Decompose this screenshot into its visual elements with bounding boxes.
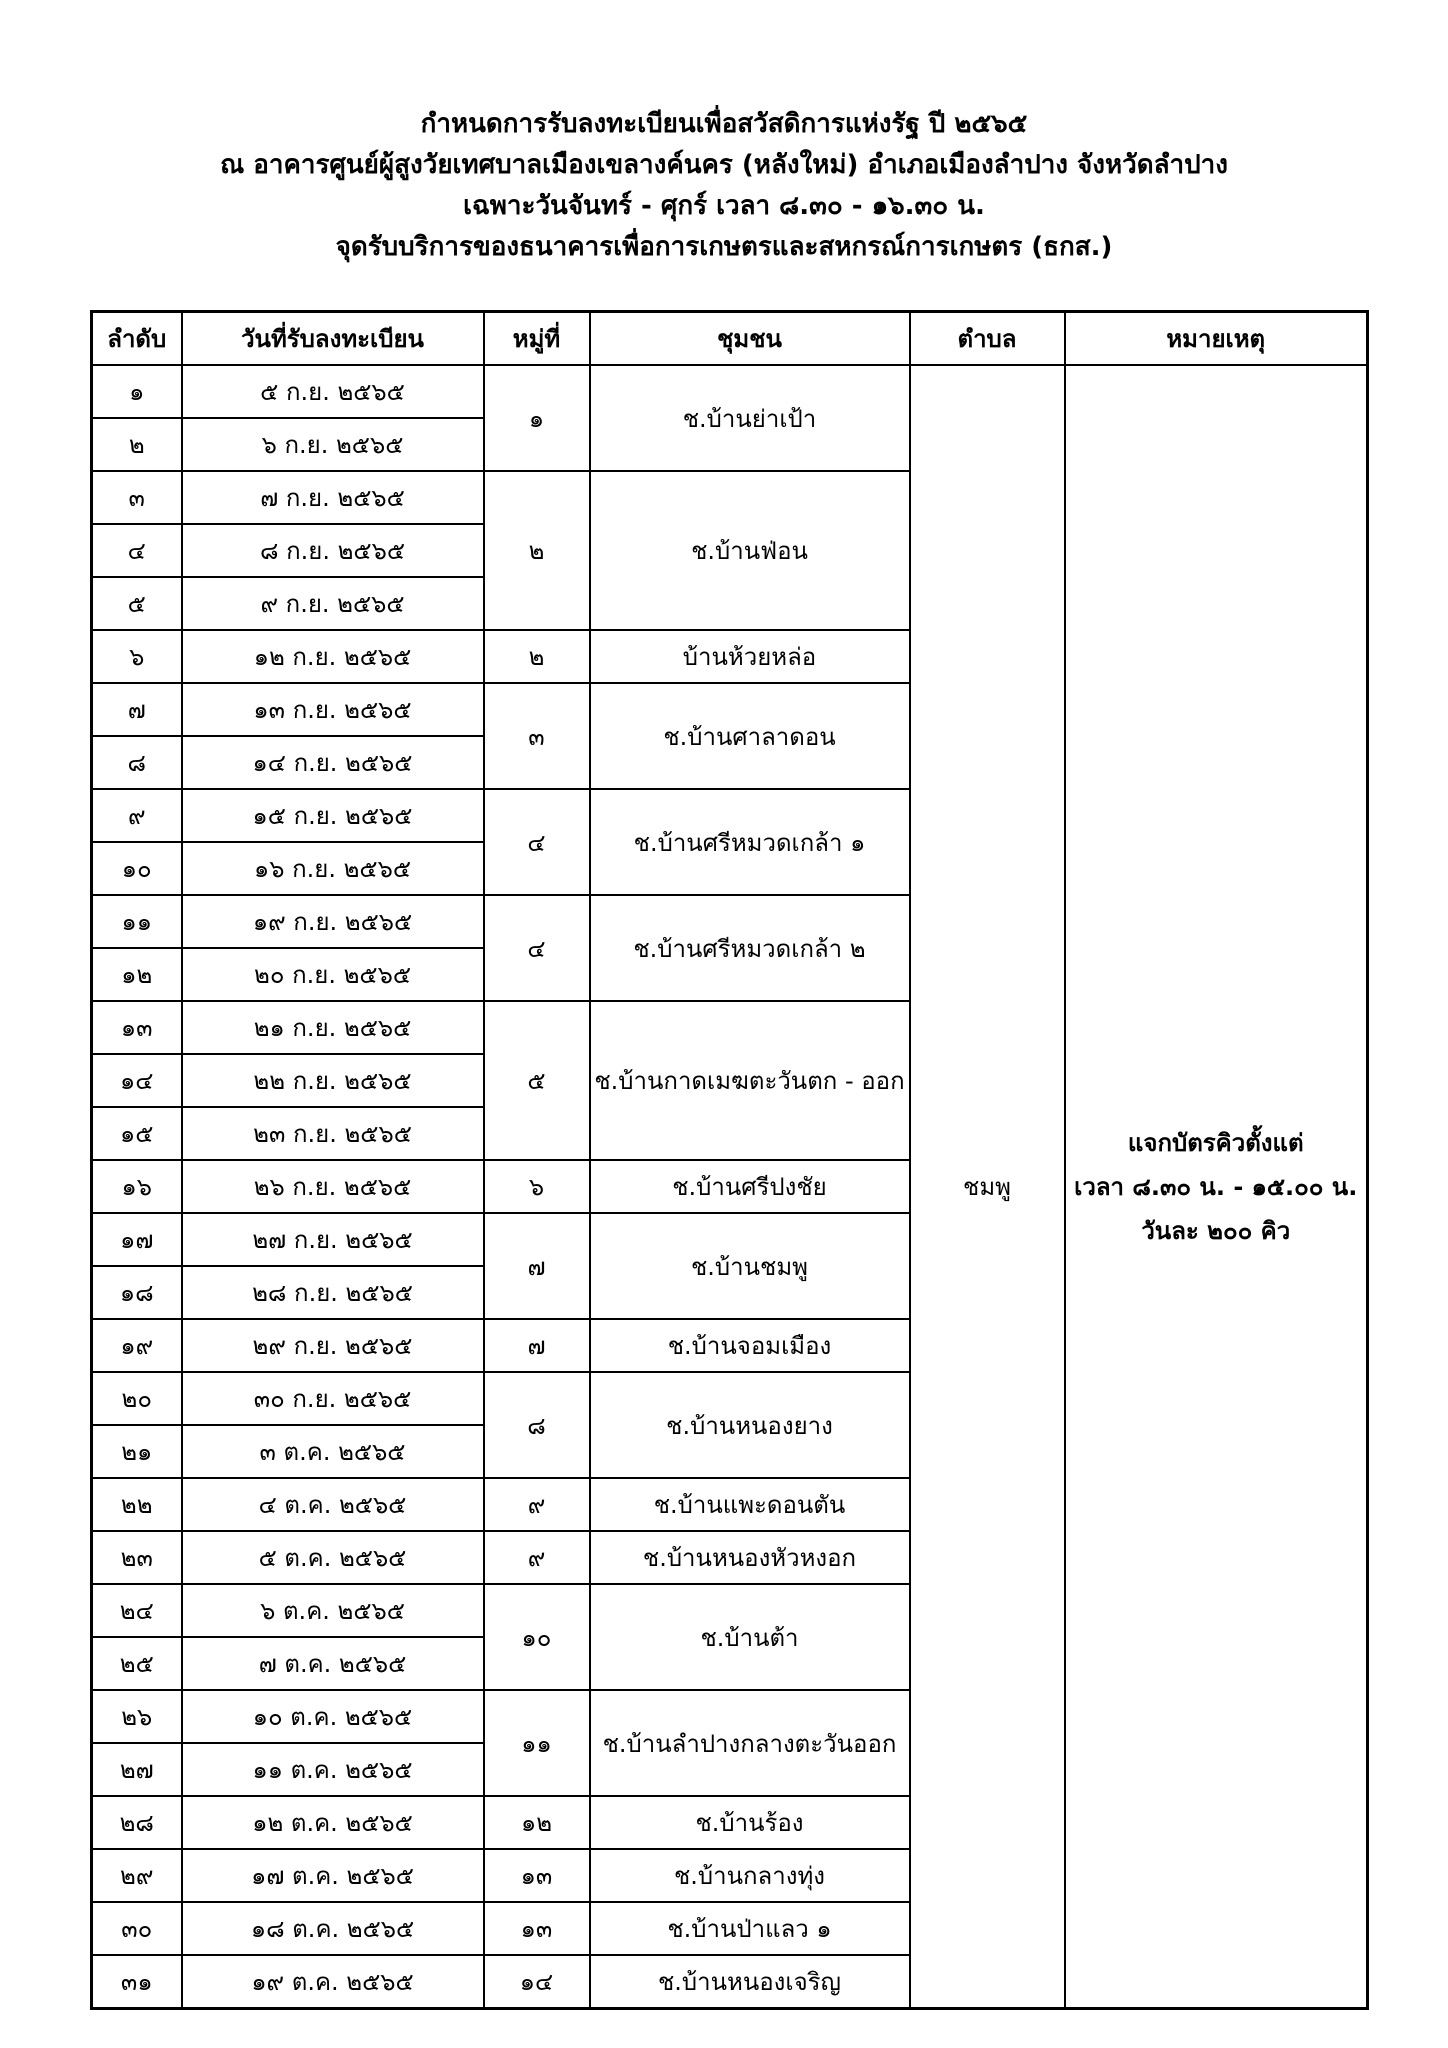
cell-date: ๖ ก.ย. ๒๕๖๕ — [182, 418, 484, 471]
cell-date: ๓๐ ก.ย. ๒๕๖๕ — [182, 1372, 484, 1425]
cell-moo: ๙ — [484, 1531, 590, 1584]
cell-moo: ๑๐ — [484, 1584, 590, 1690]
cell-no: ๑๘ — [92, 1266, 182, 1319]
table-row — [92, 365, 1368, 418]
cell-community: ช.บ้านย่าเป้า — [590, 365, 910, 471]
cell-community: ช.บ้านศรีหมวดเกล้า ๒ — [590, 895, 910, 1001]
cell-community: ช.บ้านต้า — [590, 1584, 910, 1690]
cell-no: ๑๔ — [92, 1054, 182, 1107]
title-line-4: จุดรับบริการของธนาคารเพื่อการเกษตรและสหกรณ์การเกษตร (ธกส.) — [335, 232, 1113, 262]
cell-no: ๓๐ — [92, 1902, 182, 1955]
cell-no: ๓ — [92, 471, 182, 524]
cell-moo: ๖ — [484, 1160, 590, 1213]
cell-no: ๒๒ — [92, 1478, 182, 1531]
cell-no: ๒๘ — [92, 1796, 182, 1849]
cell-date: ๑๑ ต.ค. ๒๕๖๕ — [182, 1743, 484, 1796]
cell-moo: ๑๔ — [484, 1955, 590, 2009]
title-line-2: ณ อาคารศูนย์ผู้สูงวัยเทศบาลเมืองเขลางค์นคร (หลังใหม่) อำเภอเมืองลำปาง จังหวัดลำปาง — [220, 150, 1228, 180]
cell-date: ๒๑ ก.ย. ๒๕๖๕ — [182, 1001, 484, 1054]
cell-community: ช.บ้านร้อง — [590, 1796, 910, 1849]
cell-date: ๕ ก.ย. ๒๕๖๕ — [182, 365, 484, 418]
title-line-1: กำหนดการรับลงทะเบียนเพื่อสวัสดิการแห่งรัฐ ปี ๒๕๖๕ — [420, 109, 1028, 139]
cell-date: ๑๓ ก.ย. ๒๕๖๕ — [182, 683, 484, 736]
cell-date: ๑๖ ก.ย. ๒๕๖๕ — [182, 842, 484, 895]
cell-date: ๒๙ ก.ย. ๒๕๖๕ — [182, 1319, 484, 1372]
cell-moo: ๑ — [484, 365, 590, 471]
column-header-no: ลำดับ — [92, 312, 182, 366]
cell-community: ช.บ้านกาดเมฆตะวันตก - ออก — [590, 1001, 910, 1160]
cell-no: ๒๑ — [92, 1425, 182, 1478]
cell-no: ๒๖ — [92, 1690, 182, 1743]
cell-no: ๑๒ — [92, 948, 182, 1001]
cell-community: ช.บ้านแพะดอนตัน — [590, 1478, 910, 1531]
column-header-moo: หมู่ที่ — [484, 312, 590, 366]
cell-date: ๘ ก.ย. ๒๕๖๕ — [182, 524, 484, 577]
cell-community: ช.บ้านฟ่อน — [590, 471, 910, 630]
cell-moo: ๑๑ — [484, 1690, 590, 1796]
cell-no: ๗ — [92, 683, 182, 736]
cell-no: ๓๑ — [92, 1955, 182, 2009]
cell-no: ๑๙ — [92, 1319, 182, 1372]
cell-date: ๑๒ ก.ย. ๒๕๖๕ — [182, 630, 484, 683]
cell-date: ๑๐ ต.ค. ๒๕๖๕ — [182, 1690, 484, 1743]
cell-moo: ๓ — [484, 683, 590, 789]
cell-no: ๒๗ — [92, 1743, 182, 1796]
cell-date: ๕ ต.ค. ๒๕๖๕ — [182, 1531, 484, 1584]
column-header-community: ชุมชน — [590, 312, 910, 366]
cell-no: ๔ — [92, 524, 182, 577]
cell-community: ช.บ้านหนองยาง — [590, 1372, 910, 1478]
cell-date: ๗ ต.ค. ๒๕๖๕ — [182, 1637, 484, 1690]
cell-no: ๒ — [92, 418, 182, 471]
cell-date: ๒๓ ก.ย. ๒๕๖๕ — [182, 1107, 484, 1160]
table-body — [92, 365, 1368, 2009]
cell-moo: ๑๒ — [484, 1796, 590, 1849]
cell-community: ช.บ้านชมพู — [590, 1213, 910, 1319]
cell-date: ๑๙ ก.ย. ๒๕๖๕ — [182, 895, 484, 948]
cell-date: ๒๘ ก.ย. ๒๕๖๕ — [182, 1266, 484, 1319]
cell-moo: ๗ — [484, 1319, 590, 1372]
document-header — [0, 104, 1448, 268]
cell-date: ๒๒ ก.ย. ๒๕๖๕ — [182, 1054, 484, 1107]
cell-date: ๒๖ ก.ย. ๒๕๖๕ — [182, 1160, 484, 1213]
cell-community: ช.บ้านศรีปงชัย — [590, 1160, 910, 1213]
cell-community: ช.บ้านกลางทุ่ง — [590, 1849, 910, 1902]
cell-community: ช.บ้านหนองเจริญ — [590, 1955, 910, 2009]
cell-date: ๙ ก.ย. ๒๕๖๕ — [182, 577, 484, 630]
cell-moo: ๑๓ — [484, 1849, 590, 1902]
cell-date: ๔ ต.ค. ๒๕๖๕ — [182, 1478, 484, 1531]
cell-community: บ้านห้วยหล่อ — [590, 630, 910, 683]
remark-line-1: แจกบัตรคิวตั้งแต่ — [1127, 1128, 1304, 1157]
cell-no: ๒๓ — [92, 1531, 182, 1584]
cell-date: ๑๗ ต.ค. ๒๕๖๕ — [182, 1849, 484, 1902]
cell-date: ๓ ต.ค. ๒๕๖๕ — [182, 1425, 484, 1478]
table-header-row — [92, 312, 1368, 366]
cell-no: ๑๑ — [92, 895, 182, 948]
cell-moo: ๒ — [484, 630, 590, 683]
cell-moo: ๒ — [484, 471, 590, 630]
cell-no: ๒๔ — [92, 1584, 182, 1637]
cell-no: ๕ — [92, 577, 182, 630]
registration-schedule-table — [90, 310, 1369, 2010]
cell-moo: ๙ — [484, 1478, 590, 1531]
cell-no: ๑๕ — [92, 1107, 182, 1160]
cell-date: ๗ ก.ย. ๒๕๖๕ — [182, 471, 484, 524]
cell-no: ๘ — [92, 736, 182, 789]
cell-no: ๑๖ — [92, 1160, 182, 1213]
cell-community: ช.บ้านจอมเมือง — [590, 1319, 910, 1372]
cell-no: ๒๕ — [92, 1637, 182, 1690]
cell-community: ช.บ้านป่าแลว ๑ — [590, 1902, 910, 1955]
column-header-remark: หมายเหตุ — [1065, 312, 1368, 366]
cell-community: ช.บ้านหนองหัวหงอก — [590, 1531, 910, 1584]
cell-no: ๖ — [92, 630, 182, 683]
cell-moo: ๕ — [484, 1001, 590, 1160]
cell-no: ๒๐ — [92, 1372, 182, 1425]
cell-community: ช.บ้านศาลาดอน — [590, 683, 910, 789]
cell-date: ๑๔ ก.ย. ๒๕๖๕ — [182, 736, 484, 789]
cell-moo: ๔ — [484, 895, 590, 1001]
cell-date: ๑๙ ต.ค. ๒๕๖๕ — [182, 1955, 484, 2009]
title-line-3: เฉพาะวันจันทร์ - ศุกร์ เวลา ๘.๓๐ - ๑๖.๓๐ น. — [463, 191, 985, 221]
cell-moo: ๑๓ — [484, 1902, 590, 1955]
remark-line-3: วันละ ๒๐๐ คิว — [1141, 1216, 1291, 1245]
cell-no: ๑ — [92, 365, 182, 418]
cell-date: ๑๘ ต.ค. ๒๕๖๕ — [182, 1902, 484, 1955]
cell-moo: ๔ — [484, 789, 590, 895]
cell-moo: ๗ — [484, 1213, 590, 1319]
cell-date: ๖ ต.ค. ๒๕๖๕ — [182, 1584, 484, 1637]
column-header-tambon: ตำบล — [910, 312, 1065, 366]
cell-community: ช.บ้านศรีหมวดเกล้า ๑ — [590, 789, 910, 895]
cell-no: ๑๓ — [92, 1001, 182, 1054]
cell-no: ๙ — [92, 789, 182, 842]
cell-no: ๑๗ — [92, 1213, 182, 1266]
cell-no: ๑๐ — [92, 842, 182, 895]
cell-date: ๒๗ ก.ย. ๒๕๖๕ — [182, 1213, 484, 1266]
cell-moo: ๘ — [484, 1372, 590, 1478]
column-header-date: วันที่รับลงทะเบียน — [182, 312, 484, 366]
cell-tambon: ชมพู — [910, 365, 1065, 2009]
cell-remark — [1065, 365, 1368, 2009]
cell-date: ๑๕ ก.ย. ๒๕๖๕ — [182, 789, 484, 842]
cell-date: ๒๐ ก.ย. ๒๕๖๕ — [182, 948, 484, 1001]
remark-line-2: เวลา ๘.๓๐ น. - ๑๕.๐๐ น. — [1074, 1172, 1358, 1201]
cell-community: ช.บ้านลำปางกลางตะวันออก — [590, 1690, 910, 1796]
cell-no: ๒๙ — [92, 1849, 182, 1902]
cell-date: ๑๒ ต.ค. ๒๕๖๕ — [182, 1796, 484, 1849]
